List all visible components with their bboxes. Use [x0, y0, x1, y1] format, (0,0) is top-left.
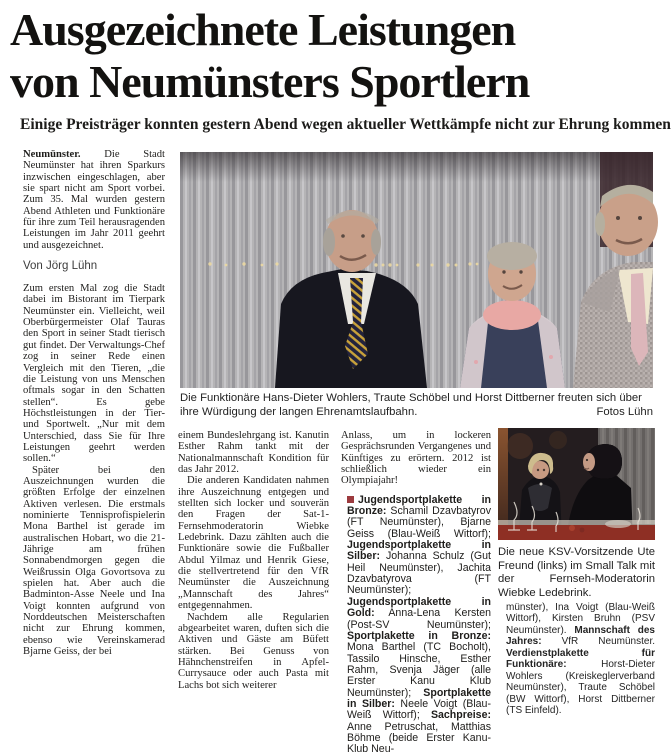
headline: [10, 4, 655, 108]
awards-list: [341, 495, 491, 756]
secondary-photo: [498, 428, 655, 540]
main-photo-caption: [180, 392, 653, 419]
subhead: Einige Preisträger konnten gestern Abend wegen aktueller Wettkämpfe nicht zur Ehrung kommen: [20, 116, 671, 133]
body-paragraph: Die anderen Kandidaten nahmen ihre Auszeichnung entgegen und stellten sich locker und souverän den Fragen der Sat-1-Fernsehmoderatorin Wiebke Ledebrink. Dazu zählten auch die Funktionäre sowie die Fußballer Abdul Yilmaz und Henrik Giese, die stellvertretend für den VfR Neumünster die Auszeichnung „Mannschaft des Jahres“ entgegennahmen.: [178, 475, 329, 612]
body-paragraph: Nachdem alle Regularien abgearbeitet waren, duften sich die Aktiven und Gäste am Büfett stärken. Bei Genuss von Hähnchenstreifen in Apfel-Currysauce oder auch Pasta mit Lachs bot sich weiterer: [178, 611, 329, 691]
secondary-photo-illustration: [498, 428, 655, 540]
lead-text: Die Stadt Neumünster hat ihren Sparkurs inzwischen eingeschlagen, aber sie spart nicht am Sport vorbei. Zum 35. Mal wurden gestern Abend Athleten und Funktionäre für ihre zum Teil herausragenden Leistungen im Jahr 2011 geehrt und ausgezeichnet.: [23, 149, 165, 251]
dateline: Neumünster.: [23, 149, 81, 160]
list-bullet-icon: [347, 496, 354, 503]
awards-list-part1: Jugendsportplakette in Bronze: Schamil Dzavbatyrov (FT Neumünster), Bjarne Geiss (Blau-Weiß Wittorf); Jugendsportplakette in Silber: Johanna Schulz (Gut Heil Neumünster), Jachita Dzavbatyrova (FT Neumünster); Jugendsportplakette in Gold: Anna-Lena Kersten (Post-SV Neumünster); Sportplakette in Bronze: Mona Barthel (TC Bocholt), Tassilo Hinsche, Esther Rahm, Svenja Jäger (alle Erster Kanu Klub Neumünster); Sportplakette in Silber: Neele Voigt (Blau-Weiß Wittorf); Sachpreise: Anne Petruschat, Matthias Böhme (beide Erster Kanu-Klub Neu-: [347, 493, 491, 756]
main-photo-illustration: [180, 152, 653, 388]
body-paragraph: Später bei den Auszeichnungen wurden die größten Erfolge der einzelnen Aktiven verlesen. Die erstmals nominierte Tennisprofispielerin Mona Barthel ist gerade im australischen Hobart, wo die 21-Jährige am frühen Sonnabendmorgen gegen die Weißrussin Olga Govortsova zu spielen hat. Aber auch die Badminton-Asse Neele und Ina Voigt konnten aufgrund von Norddeutschen Meisterschaften nicht zur Ehrung kommen, ebenso wie Vereinskamerad Bjarne Geiss, der bei: [23, 464, 165, 658]
photo-credit: Fotos Lühn: [590, 406, 653, 420]
secondary-photo-caption: Die neue KSV-Vorsitzende Ute Freund (links) im Small Talk mit der Fernseh-Moderatorin Wiebke Ledebrink.: [498, 546, 655, 599]
main-photo: [180, 152, 653, 388]
column-3: [341, 430, 491, 756]
byline: Von Jörg Lühn: [23, 260, 98, 273]
awards-list-part2: münster), Ina Voigt (Blau-Weiß Wittorf), Kirsten Bruhn (PSV Neumünster). Mannschaft des Jahres: VfR Neumünster. Verdienstplakette für Funktionäre: Horst-Dieter Wohlers (Kreiskeglerverband Neumünster), Traute Schöbel (BW Wittorf), Horst Dittberner (TS Einfeld).: [506, 602, 655, 717]
warm-glow: [507, 433, 533, 459]
body-paragraph: Zum ersten Mal zog die Stadt dabei im Bistorant im Tierpark Neumünster ein. Vielleicht, weil Oberbürgermeister Olaf Tauras den Sport in seiner Stadt tierisch gut findet. Der Verwaltungs-Chef zog in seiner Rede einen Vergleich mit den Tieren, „die die Leistung von uns Menschen oftmals sogar in den Schatten stellen“. Es gebe Höchstleistungen in der Tier- und Sportwelt. „Nur mit dem Unterschied, dass Sie für Ihre Leistungen geehrt werden sollen.“: [23, 283, 165, 465]
headline-line2: von Neumünsters Sportlern: [10, 56, 530, 107]
main-photo-caption-text: Die Funktionäre Hans-Dieter Wohlers, Traute Schöbel und Horst Dittberner freuten sich über ihre Würdigung der langen Ehrenamtslaufbahn.: [180, 392, 642, 418]
headline-line1: Ausgezeichnete Leistungen: [10, 4, 516, 55]
body-paragraph: einem Bundeslehrgang ist. Kanutin Esther Rahm tankt mit der Nationalmannschaft Kondition für das Jahr 2012.: [178, 430, 329, 476]
lead-paragraph: [23, 149, 165, 251]
warm-glow: [549, 431, 567, 449]
column-4: [500, 602, 655, 720]
column-2: [178, 430, 329, 720]
body-paragraph: Anlass, um in lockeren Gesprächsrunden Vergangenes und Künftiges zu erörtern. 2012 ist schließlich wieder ein Olympiajahr!: [341, 430, 491, 487]
column-1: [23, 149, 165, 720]
curtain-top-shadow: [180, 152, 653, 182]
awards-list-continued: [500, 602, 655, 717]
